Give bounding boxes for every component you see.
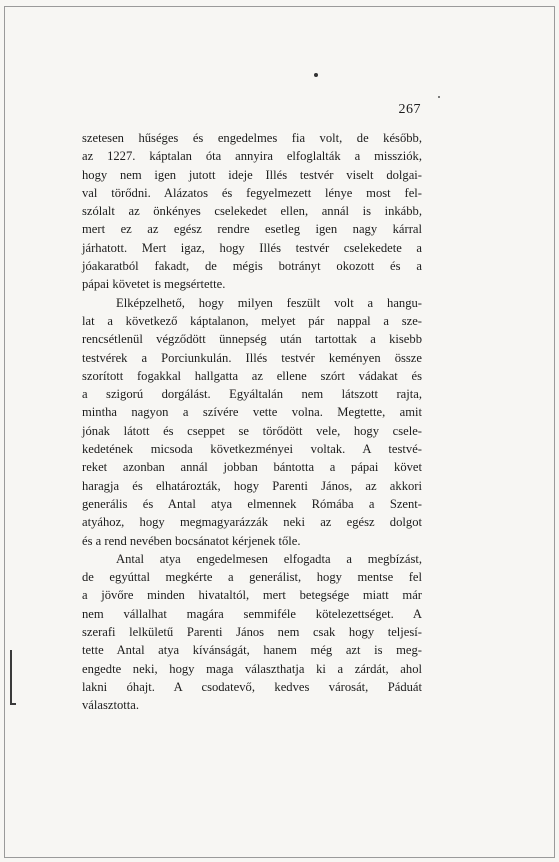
page-number: 267 bbox=[398, 102, 421, 117]
text-line: engedte neki, hogy maga választhatja ki a zárdát, ahol bbox=[82, 661, 422, 676]
text-line: a szigorú dorgálást. Egyáltalán nem látszott rajta, bbox=[82, 387, 422, 402]
text-line: az 1227. káptalan óta annyira elfoglalták a missziók, bbox=[82, 149, 422, 164]
text-line: jóakaratból fakadt, de mégis botrányt okozott és a bbox=[82, 259, 422, 274]
paragraph-2 bbox=[82, 294, 422, 550]
text-line: szerafi lelkületű Parenti János nem csak hogy teljesí- bbox=[82, 625, 422, 640]
text-line: szólalt az önkényes cselekedet ellen, annál is inkább, bbox=[82, 204, 422, 219]
text-line: lat a következő káptalanon, melyet pár nappal a sze- bbox=[82, 313, 422, 328]
text-line: Antal atya engedelmesen elfogadta a megbízást, bbox=[116, 551, 422, 566]
text-line: szetesen hűséges és engedelmes fia volt, de később, bbox=[82, 131, 422, 145]
paragraph-1 bbox=[82, 129, 422, 294]
text-line: rencsétlenül végződött ünnepség után tartottak a kisebb bbox=[82, 332, 422, 347]
text-line: járhatott. Mert igaz, hogy Illés testvér cselekedete a bbox=[82, 240, 422, 255]
text-line: mintha nagyon a szívére vette volna. Megtette, amit bbox=[82, 405, 422, 420]
text-line: a jövőre minden hivataltól, mert betegsége miatt már bbox=[82, 588, 422, 603]
text-line: lakni óhajt. A csodatevő, kedves városát, Páduát bbox=[82, 679, 422, 694]
margin-bracket-tick bbox=[10, 703, 16, 705]
text-line: val törődni. Alázatos és fegyelmezett lénye most fel- bbox=[82, 185, 422, 200]
text-line: atyához, hogy megmagyarázzák neki az egész dolgot bbox=[82, 515, 422, 530]
text-line: de egyúttal megkérte a generálist, hogy mentse fel bbox=[82, 570, 422, 585]
ink-speck bbox=[438, 96, 440, 98]
text-line: reket azonban annál jobban bántotta a pápai követ bbox=[82, 460, 422, 475]
paragraph-3 bbox=[82, 550, 422, 715]
text-line: kedetének micsoda következményei voltak. A testvé- bbox=[82, 442, 422, 457]
text-line: jónak látott és cseppet se törődött vele, hogy csele- bbox=[82, 423, 422, 438]
text-line: generális és Antal atya elmennek Rómába a Szent- bbox=[82, 496, 422, 511]
body-text bbox=[82, 129, 422, 715]
text-line: Elképzelhető, hogy milyen feszült volt a hangu- bbox=[116, 295, 422, 310]
text-line: mert ez az egész rendre esetleg igen nagy kárral bbox=[82, 222, 422, 237]
margin-bracket-line bbox=[10, 650, 12, 705]
text-line: pápai követet is megsértette. bbox=[82, 277, 226, 292]
text-line: nem vállalhat magára semmiféle kötelezettséget. A bbox=[82, 606, 422, 621]
text-line: haragja és elhatározták, hogy Parenti János, az akkori bbox=[82, 478, 422, 493]
text-line: választotta. bbox=[82, 698, 139, 713]
text-line: testvérek a Porciunkulán. Illés testvér keményen össze bbox=[82, 350, 422, 365]
text-line: szorított fogakkal hallgatta az ellene szórt vádakat és bbox=[82, 368, 422, 383]
text-line: tette Antal atya kívánságát, hanem még azt is meg- bbox=[82, 643, 422, 658]
ink-spot bbox=[314, 73, 318, 77]
text-line: és a rend nevében bocsánatot kérjenek tőle. bbox=[82, 533, 301, 548]
text-line: hogy nem igen jutott ideje Illés testvér viselt dolgai- bbox=[82, 167, 422, 182]
